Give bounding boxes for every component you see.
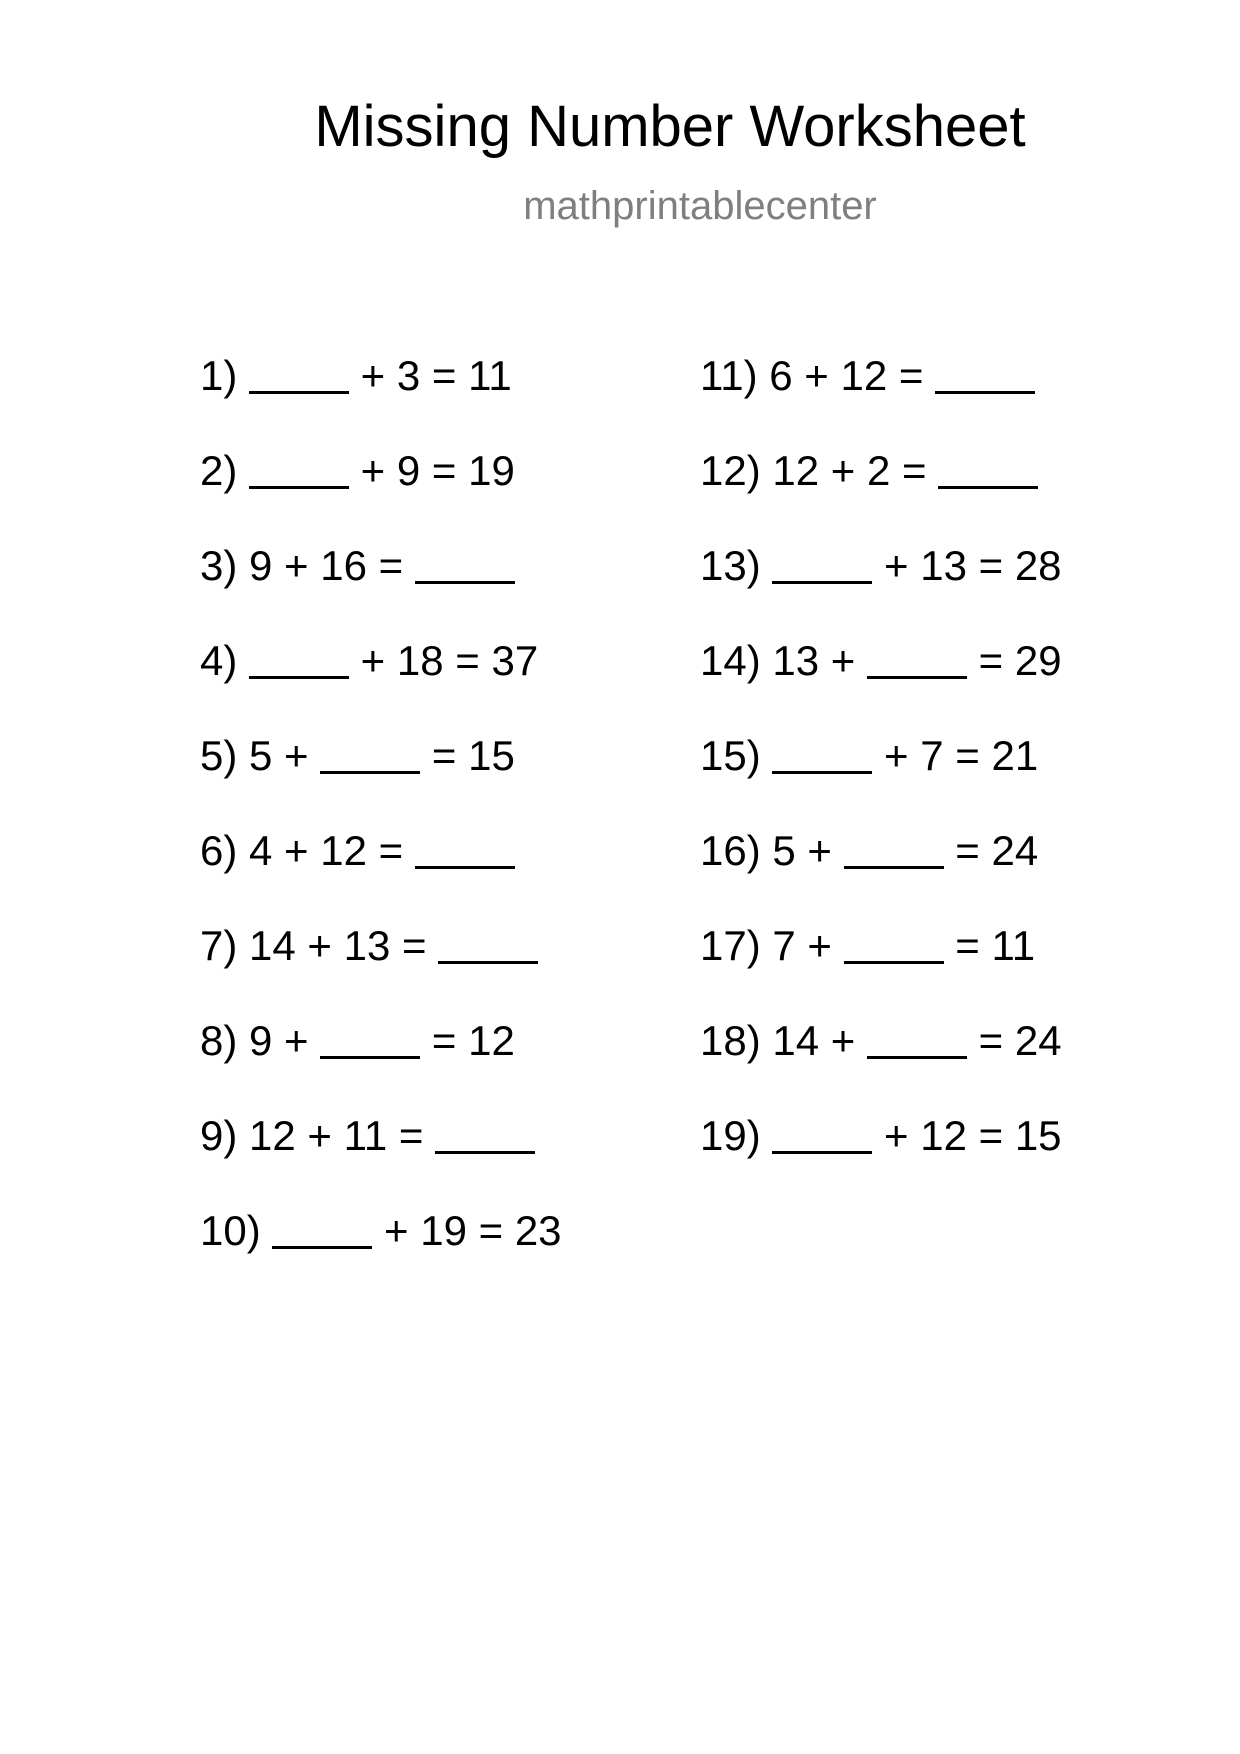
problem-row	[700, 825, 1062, 920]
equation-right-part: + 18 = 37	[349, 637, 539, 684]
problem-number: 7)	[200, 922, 250, 969]
equation-right-part: + 13 = 28	[872, 542, 1062, 589]
answer-blank[interactable]	[938, 446, 1038, 489]
answer-blank[interactable]	[844, 921, 944, 964]
answer-blank[interactable]	[772, 1111, 872, 1154]
equation-left-part: 5 +	[772, 827, 844, 874]
equation-right-part: + 7 = 21	[872, 732, 1039, 779]
equation-left-part: 4 + 12 =	[249, 827, 415, 874]
problem-row	[700, 540, 1062, 635]
problem-row	[700, 445, 1062, 540]
equation-left-part: 9 +	[249, 1017, 321, 1064]
problem-row	[700, 1015, 1062, 1110]
problem-row	[200, 1205, 562, 1300]
equation-left-part: 12 + 11 =	[249, 1112, 436, 1159]
problem-number: 15)	[700, 732, 773, 779]
problem-row	[200, 1110, 562, 1205]
problem-row	[700, 1110, 1062, 1205]
equation-right-part: + 9 = 19	[349, 447, 515, 494]
problem-number: 14)	[700, 637, 773, 684]
problem-row	[700, 730, 1062, 825]
problem-row	[200, 635, 562, 730]
problem-row	[200, 445, 562, 540]
problem-number: 9)	[200, 1112, 250, 1159]
problem-number: 10)	[200, 1207, 273, 1254]
problem-number: 3)	[200, 542, 250, 589]
problem-number: 1)	[200, 352, 250, 399]
right-problem-column	[700, 350, 1062, 1205]
problem-number: 18)	[700, 1017, 773, 1064]
problem-row	[200, 1015, 562, 1110]
equation-left-part: 9 + 16 =	[249, 542, 415, 589]
equation-left-part: 6 + 12 =	[769, 352, 936, 399]
answer-blank[interactable]	[320, 731, 420, 774]
problem-number: 8)	[200, 1017, 250, 1064]
problem-number: 2)	[200, 447, 250, 494]
equation-left-part: 7 +	[772, 922, 844, 969]
problem-number: 19)	[700, 1112, 773, 1159]
answer-blank[interactable]	[867, 636, 967, 679]
worksheet-title: Missing Number Worksheet	[314, 94, 1026, 159]
answer-blank[interactable]	[415, 541, 515, 584]
problem-number: 16)	[700, 827, 773, 874]
equation-right-part: + 19 = 23	[372, 1207, 562, 1254]
answer-blank[interactable]	[435, 1111, 535, 1154]
equation-left-part: 12 + 2 =	[772, 447, 939, 494]
worksheet-subtitle: mathprintablecenter	[523, 184, 877, 228]
problem-row	[700, 635, 1062, 730]
answer-blank[interactable]	[320, 1016, 420, 1059]
problem-number: 13)	[700, 542, 773, 589]
problem-row	[200, 730, 562, 825]
answer-blank[interactable]	[272, 1206, 372, 1249]
answer-blank[interactable]	[844, 826, 944, 869]
problem-row	[200, 825, 562, 920]
answer-blank[interactable]	[772, 541, 872, 584]
problem-row	[200, 540, 562, 635]
answer-blank[interactable]	[249, 636, 349, 679]
problem-number: 17)	[700, 922, 773, 969]
equation-right-part: = 29	[966, 637, 1062, 684]
answer-blank[interactable]	[438, 921, 538, 964]
answer-blank[interactable]	[772, 731, 872, 774]
problem-number: 6)	[200, 827, 250, 874]
answer-blank[interactable]	[249, 351, 349, 394]
equation-left-part: 5 +	[249, 732, 321, 779]
answer-blank[interactable]	[935, 351, 1035, 394]
equation-left-part: 14 +	[772, 1017, 867, 1064]
problem-row	[700, 920, 1062, 1015]
equation-right-part: + 3 = 11	[349, 352, 512, 399]
equation-left-part: 13 +	[772, 637, 867, 684]
answer-blank[interactable]	[415, 826, 515, 869]
equation-right-part: = 24	[966, 1017, 1062, 1064]
answer-blank[interactable]	[867, 1016, 967, 1059]
answer-blank[interactable]	[249, 446, 349, 489]
problem-number: 4)	[200, 637, 250, 684]
problem-number: 12)	[700, 447, 773, 494]
problem-number: 5)	[200, 732, 250, 779]
problem-row	[200, 350, 562, 445]
problem-number: 11)	[700, 352, 770, 399]
equation-right-part: = 24	[943, 827, 1039, 874]
equation-right-part: = 11	[943, 922, 1036, 969]
equation-right-part: = 15	[420, 732, 515, 779]
problem-row	[700, 350, 1062, 445]
equation-left-part: 14 + 13 =	[249, 922, 439, 969]
left-problem-column	[200, 350, 562, 1300]
problem-row	[200, 920, 562, 1015]
equation-right-part: = 12	[420, 1017, 515, 1064]
equation-right-part: + 12 = 15	[872, 1112, 1062, 1159]
